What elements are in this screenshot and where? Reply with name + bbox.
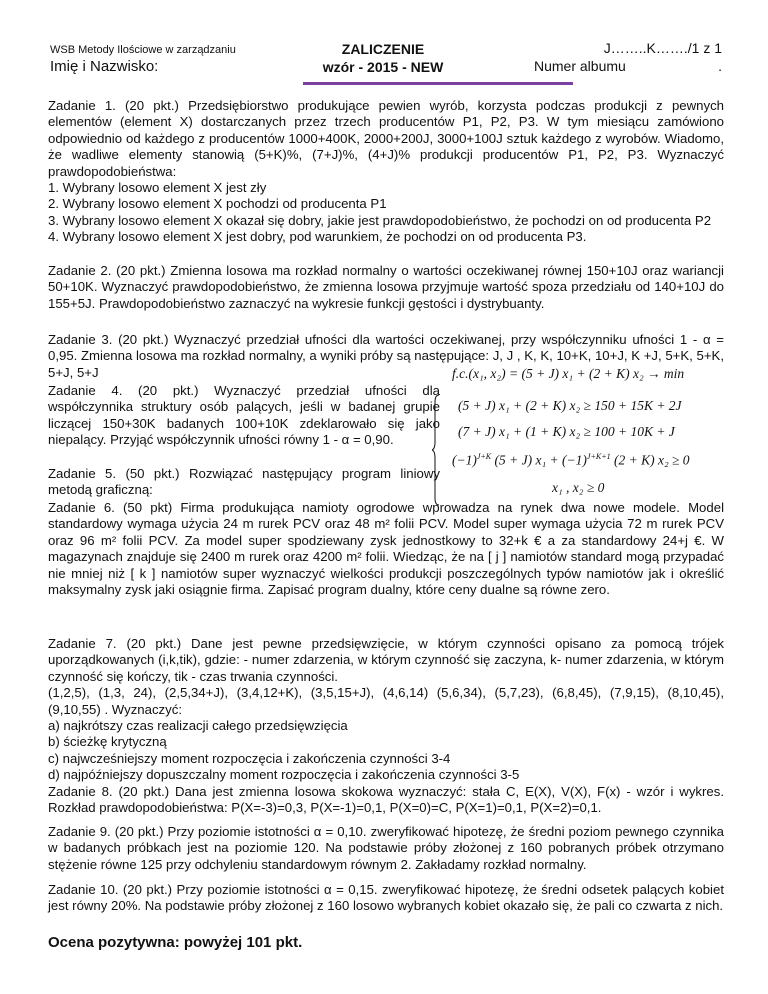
task-7-item: d) najpóźniejszy dopuszczalny moment rozpoczęcia i zakończenia czynności 3-5 — [48, 767, 520, 783]
task-1-item: 2. Wybrany losowo element X pochodzi od producenta P1 — [48, 196, 387, 212]
lp-constraint-3 — [452, 452, 690, 469]
task-7-text: Zadanie 7. (20 pkt.) Dane jest pewne przedsięwzięcie, w którym czynności opisano za pomocą trójek uporządkowanych (i,k,tik), gdzie: - numer zdarzenia, w którym czynność się zaczyna, k- numer zdarzenia, w którym czynność się kończy, tik - czas trwania czynności. — [48, 636, 724, 684]
task-9 — [48, 824, 724, 881]
course-name: WSB Metody Ilościowe w zarządzaniu — [50, 44, 236, 56]
exam-title-block — [260, 40, 506, 76]
task-6-text: Zadanie 6. (50 pkt) Firma produkująca namioty ogrodowe wprowadza na rynek dwa nowe modele. Model standardowy wymaga użycia 24 m rurek PCV oraz 48 m² folii PCV. Model super wymaga użycia 72 m rurek PCV oraz 96 m² folii PCV. Za model super spodziewany zysk jednostkowy to 32+k € a za standardowy 24+j €. W magazynach znajduje się 2400 m rurek oraz 4200 m² folii. Wiedząc, że na [ j ] namiotów standard mogą przypadać nie mniej niż [ k ] namiotów super wyznaczyć wielkości produkcji poszczególnych typów namiotów jak i określić maksymalny zysk jaki osiągnie firma. Zapisać program dualny, które ceny dualne są równe zero. — [48, 500, 724, 598]
lp-constraint-2: (7 + J) x₁ + (1 + K) x₂ ≥ 100 + 10K + J — [458, 424, 675, 439]
task-6 — [48, 500, 724, 606]
name-label: Imię i Nazwisko: — [50, 58, 159, 75]
task-1-item: 4. Wybrany losowo element X jest dobry, pod warunkiem, że pochodzi on od producenta P3. — [48, 229, 587, 245]
header-divider — [303, 82, 573, 85]
task-1-list — [48, 180, 724, 246]
album-label: Numer albumu — [534, 58, 626, 74]
lp-constraint-1: (5 + J) x₁ + (2 + K) x₂ ≥ 150 + 15K + 2J — [458, 398, 682, 413]
task-1-item: 1. Wybrany losowo element X jest zły — [48, 180, 267, 196]
lp-constraints-brace — [432, 394, 440, 506]
task-7-list — [48, 718, 724, 784]
task-7-item: b) ścieżkę krytyczną — [48, 734, 167, 750]
lp-c3-exp-2: J+K+1 — [586, 452, 611, 461]
task-1-text: Zadanie 1. (20 pkt.) Przedsiębiorstwo produkujące pewien wyrób, korzysta podczas produkcji z pewnych elementów (element X) dostarczanych przez trzech producentów P1, P2, P3. W tym miesiącu zamówiono odpowiednio od każdego z producentów 1000+400K, 2000+200J, 3000+100J sztuk każdego z wyrobów. Wiadomo, że wadliwe elementy stanowią (5+K)%, (7+J)%, (4+J)% produkcji producentów P1, P2, P3. Wyznaczyć prawdopodobieństwa: — [48, 98, 724, 179]
task-8 — [48, 784, 724, 825]
task-2-text: Zadanie 2. (20 pkt.) Zmienna losowa ma rozkład normalny o wartości oczekiwanej równej 150+10J oraz wariancji 50+10K. Wyznaczyć prawdopodobieństwo, że zmienna losowa przyjmuje wartość spoza przedziału od 140+10J do 155+5J. Prawdopodobieństwo zaznaczyć na wykresie funkcji gęstości i dystrybuanty. — [48, 263, 724, 311]
lp-nonneg: x₁ , x₂ ≥ 0 — [552, 480, 605, 495]
task-4 — [48, 383, 440, 457]
lp-objective: f.c.(x₁, x₂) = (5 + J) x₁ + (2 + K) x₂ → min — [452, 366, 685, 381]
exam-subtitle: wzór - 2015 - NEW — [322, 59, 444, 75]
album-dot: . — [718, 58, 722, 74]
task-7-activities: (1,2,5), (1,3, 24), (2,5,34+J), (3,4,12+K), (3,5,15+J), (4,6,14) (5,6,34), (5,7,23), (6,8,45), (7,9,15), (8,10,45), (9,10,55) . Wyznaczyć: — [48, 685, 724, 717]
task-8-text: Zadanie 8. (20 pkt.) Dana jest zmienna losowa skokowa wyznaczyć: stała C, E(X), V(X), F(x) - wzór i wykres. Rozkład prawdopodobieństwa: P(X=-3)=0,3, P(X=-1)=0,1, P(X=0)=C, P(X=1)=0,1, P(X=2)=0,1. — [48, 784, 724, 816]
task-7-item: a) najkrótszy czas realizacji całego przedsięwzięcia — [48, 718, 348, 734]
lp-c3-part-c: (2 + K) x₂ ≥ 0 — [610, 452, 690, 468]
task-1 — [48, 98, 724, 246]
lp-c3-part-b: (5 + J) x₁ + (−1) — [491, 452, 587, 468]
task-4-text: Zadanie 4. (20 pkt.) Wyznaczyć przedział ufności dla współczynnika struktury osób palących, jeśli w badanej grupie liczącej 150+30K badanych 100+10K zdeklarowało się jako niepalący. Przyjąć współczynnik ufności równy 1 - α = 0,90. — [48, 383, 440, 448]
album-number-field — [534, 58, 722, 74]
task-3-text: Zadanie 3. (20 pkt.) Wyznaczyć przedział ufności dla wartości oczekiwanej, przy współczynniku ufności 1 - α = 0,95. Zmienna losowa ma rozkład normalny, a wyniki próby są następujące: J, J , K, K, 10+K, 10+J, K +J, 5+K, 5+K, 5+J, 5+J — [48, 332, 724, 380]
exam-title: ZALICZENIE — [341, 41, 425, 57]
task-10 — [48, 882, 724, 923]
lp-c3-part-a: (−1) — [452, 452, 477, 468]
passing-score: Ocena pozytywna: powyżej 101 pkt. — [48, 934, 303, 951]
task-1-item: 3. Wybrany losowo element X okazał się dobry, jakie jest prawdopodobieństwo, że pochodzi on od producenta P2 — [48, 212, 712, 228]
task-10-text: Zadanie 10. (20 pkt.) Przy poziomie istotności α = 0,15. zweryfikować hipotezę, że średni odsetek palących kobiet jest równy 20%. Na podstawie próby złożonej z 160 losowo wybranych kobiet okazało się, że pali co czwarta z nich. — [48, 882, 724, 914]
lp-c3-exp-1: J+K — [476, 452, 492, 461]
task-7 — [48, 636, 724, 784]
task-7-item: c) najwcześniejszy moment rozpoczęcia i zakończenia czynności 3-4 — [48, 750, 451, 766]
task-5-text: Zadanie 5. (50 pkt.) Rozwiązać następujący program liniowy metodą graficzną: — [48, 466, 440, 498]
task-2 — [48, 263, 724, 320]
task-9-text: Zadanie 9. (20 pkt.) Przy poziomie istotności α = 0,10. zweryfikować hipotezę, że średni poziom pewnego czynnika w badanych próbkach jest na poziomie 120. Na podstawie próby złożonej z 160 pobranych próbek otrzymano stężenie równe 125 przy odchyleniu standardowym równym 2. Zakładamy rozkład normalny. — [48, 824, 724, 872]
jk-field: J……..K……./1 z 1 — [603, 40, 722, 56]
